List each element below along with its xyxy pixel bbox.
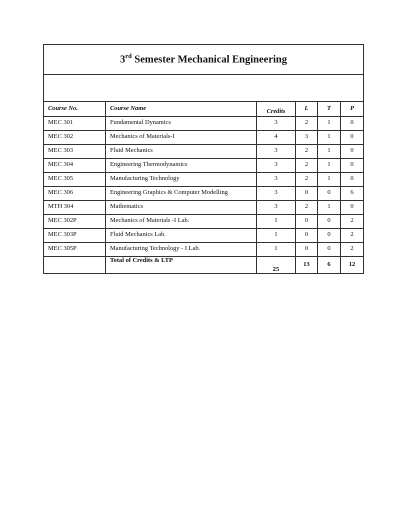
course-p: 0 [341, 201, 364, 215]
course-t: 1 [318, 145, 341, 159]
course-l: 2 [296, 201, 318, 215]
header-credits: Credits [257, 102, 296, 117]
course-credits: 1 [257, 229, 296, 243]
course-code: MEC 301 [44, 117, 106, 131]
course-t: 0 [318, 229, 341, 243]
table-row [44, 159, 364, 173]
table-row [44, 229, 364, 243]
total-p: 12 [341, 257, 364, 274]
course-l: 2 [296, 145, 318, 159]
course-name: Fluid Mechanics [106, 145, 257, 159]
course-credits: 3 [257, 117, 296, 131]
table-row [44, 243, 364, 257]
header-row [44, 102, 364, 117]
course-name: Fundamental Dynamics [106, 117, 257, 131]
course-l: 0 [296, 215, 318, 229]
total-l: 13 [296, 257, 318, 274]
course-t: 0 [318, 187, 341, 201]
course-t: 0 [318, 215, 341, 229]
header-p: P [341, 102, 364, 117]
course-p: 2 [341, 215, 364, 229]
course-code: MEC 305P [44, 243, 106, 257]
course-code: MEC 304 [44, 159, 106, 173]
table-row [44, 145, 364, 159]
course-name: Mechanics of Materials -I Lab. [106, 215, 257, 229]
course-credits: 4 [257, 131, 296, 145]
course-name: Manufacturing Technology [106, 173, 257, 187]
table-row [44, 131, 364, 145]
table-row [44, 117, 364, 131]
total-row [44, 257, 364, 274]
course-credits: 1 [257, 215, 296, 229]
course-name: Mathematics [106, 201, 257, 215]
total-blank-cell [44, 257, 106, 274]
header-course-name: Course Name [106, 102, 257, 117]
course-t: 1 [318, 159, 341, 173]
course-t: 0 [318, 243, 341, 257]
course-name: Manufacturing Technology - I Lab. [106, 243, 257, 257]
course-code: MEC 302 [44, 131, 106, 145]
course-credits: 1 [257, 243, 296, 257]
course-code: MEC 303P [44, 229, 106, 243]
total-credits: 25 [257, 257, 296, 274]
course-l: 0 [296, 187, 318, 201]
course-code: MEC 303 [44, 145, 106, 159]
table-row [44, 201, 364, 215]
header-course-no: Course No. [44, 102, 106, 117]
course-name: Engineering Thermodynamics [106, 159, 257, 173]
course-credits: 3 [257, 173, 296, 187]
table-title: 3rd Semester Mechanical Engineering [44, 45, 364, 75]
course-credits: 3 [257, 187, 296, 201]
total-t: 6 [318, 257, 341, 274]
course-l: 0 [296, 229, 318, 243]
course-t: 1 [318, 201, 341, 215]
course-l: 2 [296, 159, 318, 173]
course-name: Fluid Mechanics Lab. [106, 229, 257, 243]
course-credits: 3 [257, 145, 296, 159]
course-credits: 3 [257, 201, 296, 215]
spacer-row [44, 75, 364, 102]
course-name: Mechanics of Materials-I [106, 131, 257, 145]
course-l: 2 [296, 173, 318, 187]
course-credits: 3 [257, 159, 296, 173]
course-p: 0 [341, 117, 364, 131]
course-l: 3 [296, 131, 318, 145]
semester-course-table [43, 44, 364, 274]
header-t: T [318, 102, 341, 117]
course-t: 1 [318, 131, 341, 145]
course-t: 1 [318, 173, 341, 187]
header-l: L [296, 102, 318, 117]
course-p: 6 [341, 187, 364, 201]
title-row [44, 45, 364, 75]
course-p: 2 [341, 243, 364, 257]
course-l: 0 [296, 243, 318, 257]
course-l: 2 [296, 117, 318, 131]
course-p: 0 [341, 131, 364, 145]
course-code: MEC 306 [44, 187, 106, 201]
course-p: 0 [341, 173, 364, 187]
course-p: 0 [341, 145, 364, 159]
course-t: 1 [318, 117, 341, 131]
table-row [44, 173, 364, 187]
course-code: MEC 302P [44, 215, 106, 229]
course-p: 0 [341, 159, 364, 173]
course-code: MEC 305 [44, 173, 106, 187]
course-name: Engineering Graphics & Computer Modelling [106, 187, 257, 201]
total-label: Total of Credits & LTP [106, 257, 257, 274]
table-row [44, 187, 364, 201]
table-row [44, 215, 364, 229]
course-code: MTH 304 [44, 201, 106, 215]
course-p: 2 [341, 229, 364, 243]
